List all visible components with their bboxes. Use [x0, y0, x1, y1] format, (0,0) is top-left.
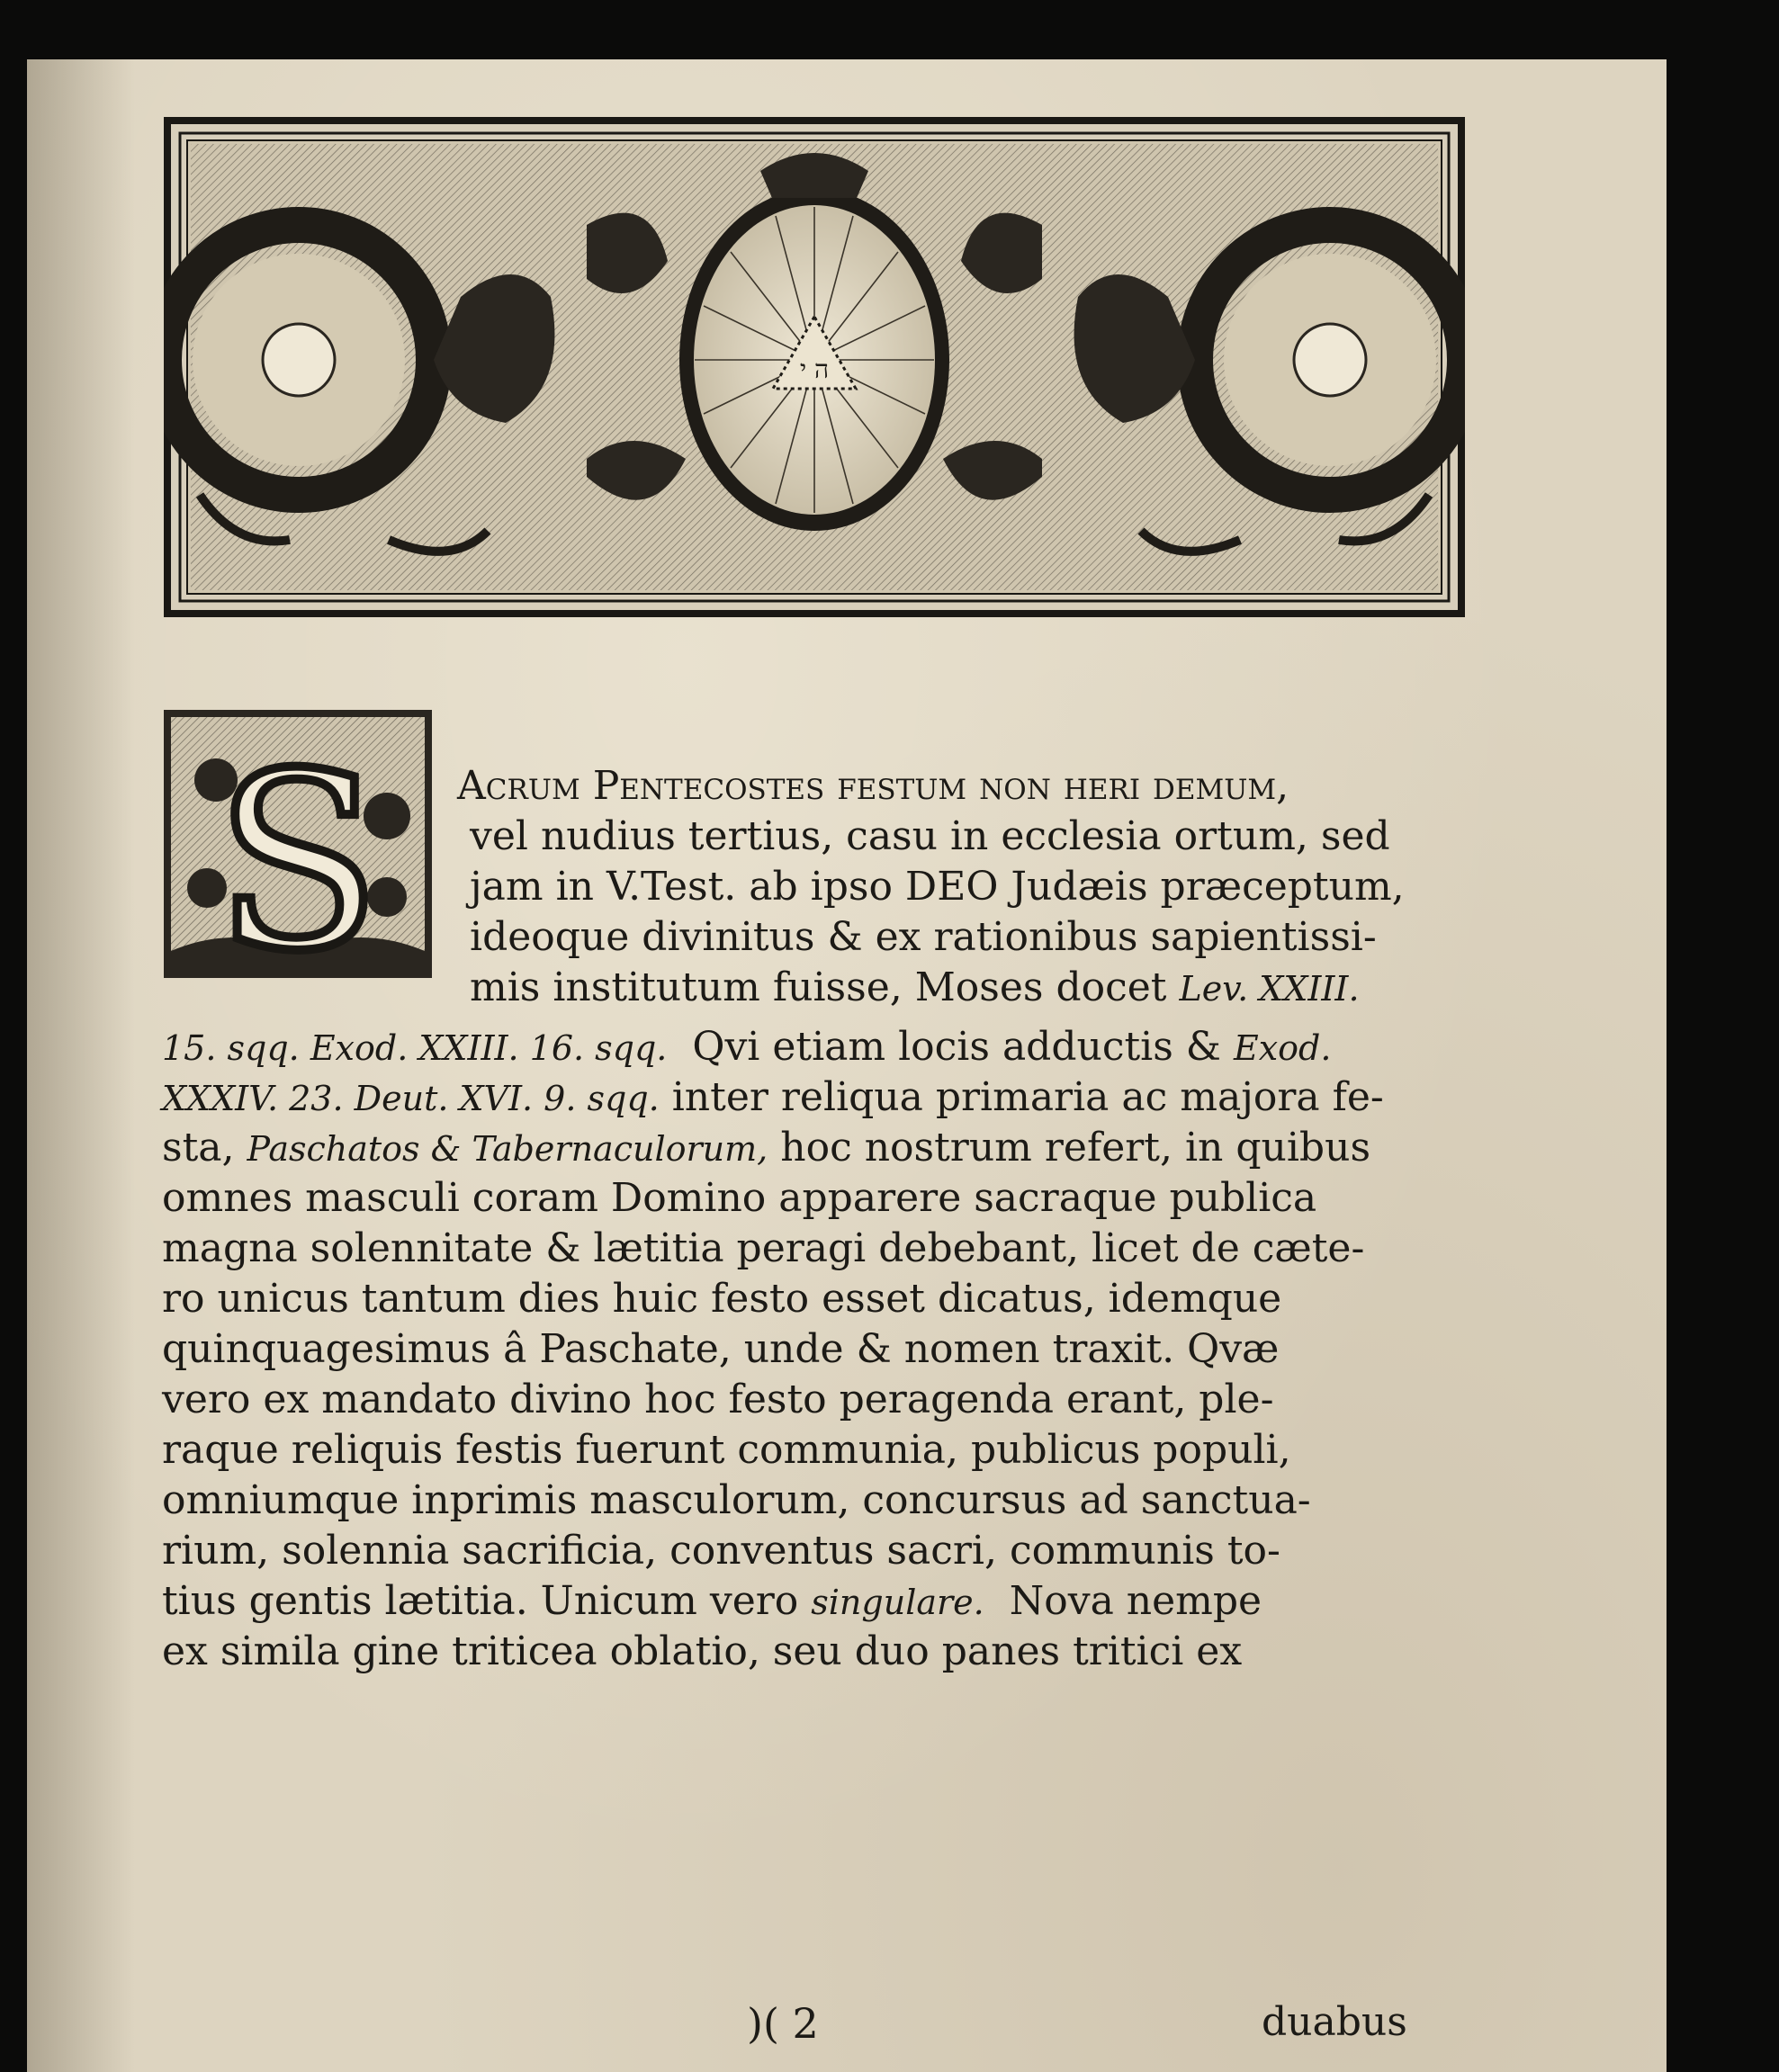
woodcut-headpiece	[164, 117, 1465, 617]
text-line: tius gentis lætitia. Unicum vero singulare. Nova nempe	[162, 1578, 1262, 1624]
text-line: rium, solennia sacrificia, conventus sacri, communis to-	[162, 1528, 1280, 1574]
text-line: magna solennitate & lætitia peragi debebant, licet de cæte-	[162, 1225, 1365, 1271]
signature-mark: )( 2	[747, 1999, 819, 2048]
text-line: XXXIV. 23. Deut. XVI. 9. sqq. inter reliqua primaria ac majora fe-	[162, 1074, 1384, 1120]
text-line: quinquagesimus â Paschate, unde & nomen traxit. Qvæ	[162, 1326, 1280, 1372]
svg-text:ה י: ה י	[799, 354, 830, 384]
catchword: duabus	[1262, 1999, 1407, 2045]
text-line: 15. sqq. Exod. XXIII. 16. sqq. Qvi etiam locis adductis & Exod.	[162, 1024, 1332, 1070]
text-line: Acrum Pentecostes festum non heri demum,	[457, 763, 1289, 809]
drop-cap-letter: S	[214, 721, 382, 980]
drop-cap-initial	[162, 708, 434, 980]
text-line: sta, Paschatos & Tabernaculorum, hoc nostrum refert, in quibus	[162, 1125, 1371, 1171]
text-line: vero ex mandato divino hoc festo peragenda erant, ple-	[162, 1377, 1274, 1422]
text-line: ideoque divinitus & ex rationibus sapientissi-	[470, 914, 1377, 960]
text-line: omniumque inprimis masculorum, concursus ad sanctua-	[162, 1477, 1311, 1523]
text-line: omnes masculi coram Domino apparere sacraque publica	[162, 1175, 1317, 1221]
text-line: ro unicus tantum dies huic festo esset dicatus, idemque	[162, 1276, 1282, 1322]
text-line: vel nudius tertius, casu in ecclesia ortum, sed	[470, 813, 1390, 859]
page-gutter-shadow	[27, 59, 135, 2072]
text-line: mis institutum fuisse, Moses docet Lev. XXIII.	[470, 964, 1360, 1010]
text-line: ex simila gine triticea oblatio, seu duo panes tritici ex	[162, 1628, 1243, 1674]
text-line: jam in V.Test. ab ipso DEO Judæis præceptum,	[470, 864, 1405, 910]
book-page	[27, 59, 1667, 2072]
text-line: raque reliquis festis fuerunt communia, publicus populi,	[162, 1427, 1291, 1473]
